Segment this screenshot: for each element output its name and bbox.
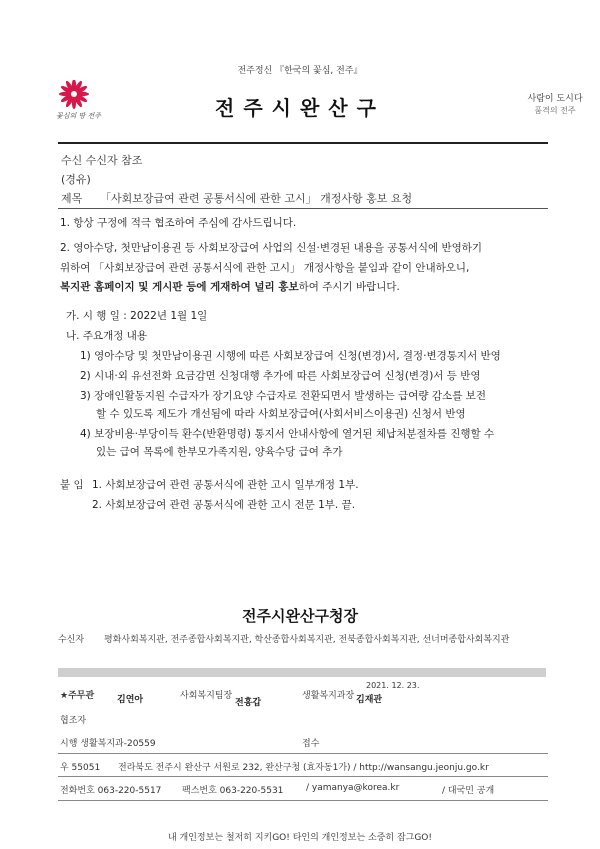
subject-label: 제목 — [61, 192, 83, 205]
office-address: 전라북도 전주시 완산구 서원로 232, 완산구청 (효자동1가) / http://wansangu.jeonju.go.kr — [118, 763, 489, 773]
director-name: 김재관 — [356, 695, 383, 705]
officer-label: ★주무관 — [60, 691, 95, 701]
team-leader-name: 전홍갑 — [235, 698, 262, 708]
subject-divider — [58, 208, 548, 209]
officer-name: 김연아 — [117, 695, 144, 705]
disclosure-status: / 대국민 공개 — [442, 786, 495, 796]
cooperator-label: 협조자 — [60, 716, 87, 726]
via-line: (경유) — [61, 173, 91, 186]
svg-text:꽃심의 땅 전주: 꽃심의 땅 전주 — [56, 112, 102, 120]
change-item-3-line-1: 3) 장애인활동지원 수급자가 장기요양 수급자로 전환되면서 발생하는 급여량 감소를 보전 — [80, 390, 486, 402]
fax-number: 팩스번호 063-220-5531 — [182, 786, 284, 796]
zip-code: 우 55051 — [60, 763, 101, 773]
slogan-line-2: 품격의 전주 — [534, 106, 576, 115]
receipt-label: 접수 — [302, 739, 320, 749]
director-label: 생활복지과장 — [302, 691, 355, 701]
change-item-1: 1) 영아수당 및 첫만남이용권 시행에 따른 사회보장급여 신청(변경)서, 결정·변경통지서 반영 — [80, 350, 501, 362]
execution-number: 시행 생활복지과-20559 — [60, 739, 156, 749]
header-divider — [58, 142, 548, 144]
contact-divider-1 — [58, 753, 548, 754]
paragraph-2-line-2: 위하여 「사회보장급여 관련 공통서식에 관한 고시」 개정사항을 붙임과 같이 안내하오니, — [60, 262, 470, 274]
slogan-logo — [520, 94, 590, 116]
subject-text: 「사회보장급여 관련 공통서식에 관한 고시」 개정사항 홍보 요청 — [100, 192, 413, 205]
paragraph-2-line-3-rest: 하여 주시기 바랍니다. — [298, 281, 400, 293]
contact-divider-2 — [58, 776, 548, 777]
team-leader-label: 사회복지팀장 — [180, 691, 233, 701]
slogan-line-1: 사람이 도시다 — [527, 94, 583, 104]
document-title: 전주시완산구 — [215, 96, 385, 120]
issuer-name: 전주시완산구청장 — [242, 607, 358, 625]
attachment-label: 붙 임 — [60, 479, 84, 491]
approval-date: 2021. 12. 23. — [366, 681, 420, 690]
attachment-1[interactable]: 1. 사회보장급여 관련 공통서식에 관한 고시 일부개정 1부. — [92, 479, 359, 491]
contact-divider-3 — [58, 800, 548, 801]
main-changes-heading: 나. 주요개정 내용 — [66, 330, 148, 342]
highlight-request: 복지관 홈페이지 및 게시판 등에 게재하여 널리 홍보 — [60, 281, 299, 293]
paragraph-2-line-3 — [60, 279, 400, 294]
privacy-notice: 내 개인정보는 철저히 지키GO! 타인의 개인정보는 소중히 잡그GO! — [167, 833, 432, 843]
change-item-3-line-2: 할 수 있도록 제도가 개선됨에 따라 사회보장급여(사회서비스이용권) 신청서 반영 — [96, 408, 466, 420]
change-item-4-line-2: 있는 급여 목록에 한부모가족지원, 양육수당 급여 추가 — [96, 446, 343, 458]
email-address[interactable]: / yamanya@korea.kr — [306, 783, 400, 793]
attachment-2[interactable]: 2. 사회보장급여 관련 공통서식에 관한 고시 전문 1부. 끝. — [92, 499, 356, 511]
motto: 전주정신 『한국의 꽃심, 전주』 — [237, 66, 363, 76]
recipients-list: 평화사회복지관, 전주종합사회복지관, 학산종합사회복지관, 전북종합사회복지관, 선너머종합사회복지관 — [104, 635, 510, 645]
paragraph-2-line-1: 2. 영아수당, 첫만남이용권 등 사회보장급여 사업의 신설·변경된 내용을 공통서식에 반영하기 — [60, 242, 483, 254]
change-item-2: 2) 시내·외 유선전화 요금감면 신청대행 추가에 따른 사회보장급여 신청(변경)서 등 반영 — [80, 370, 481, 382]
signoff-divider-bar — [58, 668, 546, 677]
change-item-4-line-1: 4) 보장비용·부당이득 환수(반환명령) 통지서 안내사항에 열거된 체납처분절차를 진행할 수 — [80, 428, 495, 440]
recipients-label: 수신자 — [58, 635, 85, 645]
paragraph-1: 1. 항상 구정에 적극 협조하여 주심에 감사드립니다. — [60, 217, 297, 229]
effective-date: 가. 시 행 일 : 2022년 1월 1일 — [66, 310, 208, 322]
recipient-line: 수신 수신자 참조 — [61, 154, 143, 167]
phone-number: 전화번호 063-220-5517 — [60, 786, 162, 796]
